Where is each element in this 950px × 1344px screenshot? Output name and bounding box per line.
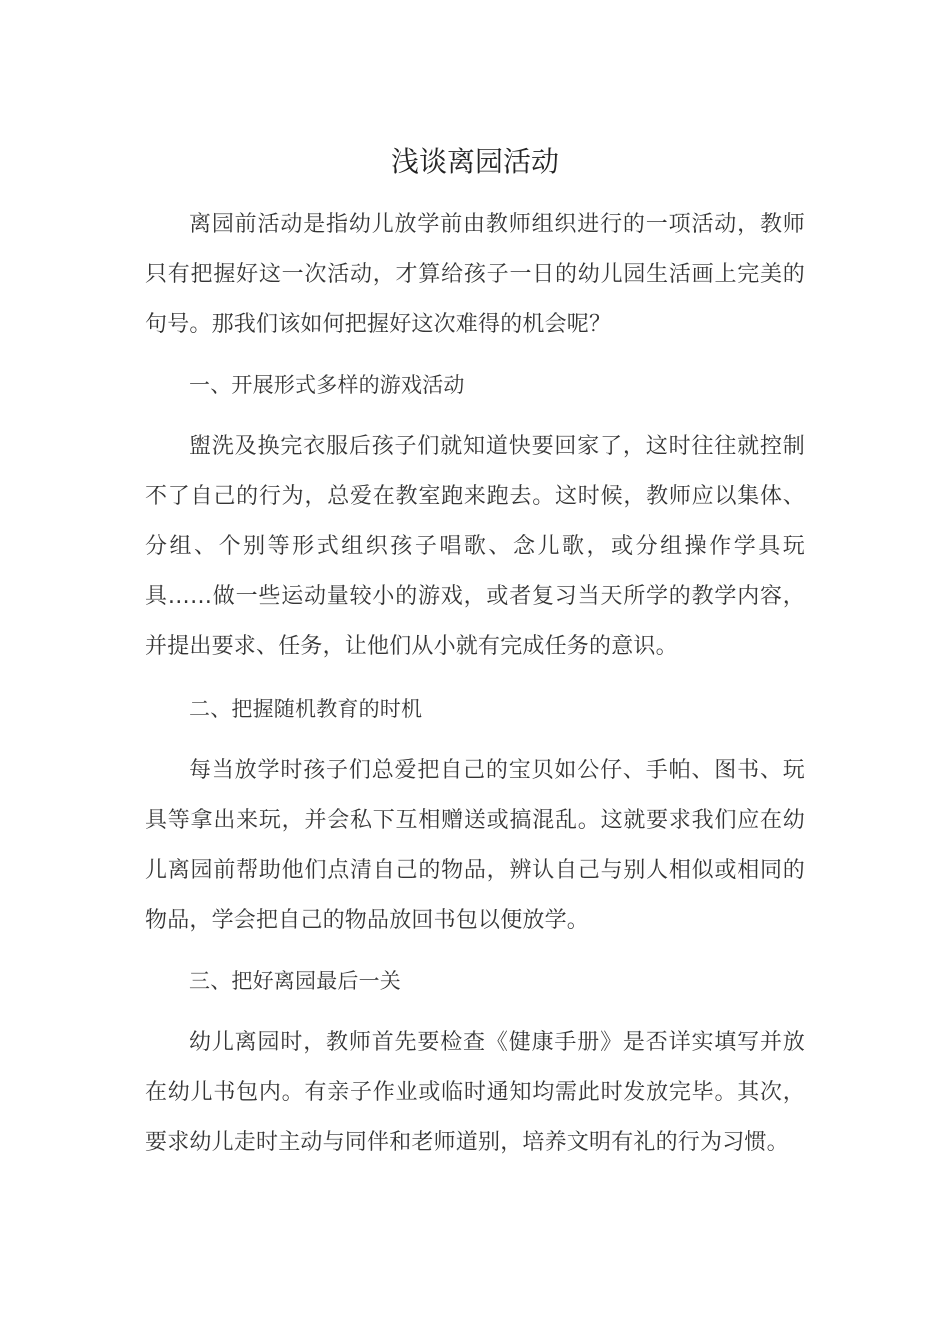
section-2-body-block bbox=[145, 746, 805, 946]
section-paragraph: 幼儿离园时，教师首先要检查《健康手册》是否详实填写并放在幼儿书包内。有亲子作业或临时通知均需此时发放完毕。其次，要求幼儿走时主动与同伴和老师道别，培养文明有礼的行为习惯。 bbox=[145, 1030, 805, 1155]
section-paragraph: 盥洗及换完衣服后孩子们就知道快要回家了，这时往往就控制不了自己的行为，总爱在教室跑来跑去。这时候，教师应以集体、分组、个别等形式组织孩子唱歌、念儿歌，或分组操作学具玩具……做一些运动量较小的游戏，或者复习当天所学的教学内容，并提出要求、任务，让他们从小就有完成任务的意识。 bbox=[145, 434, 805, 659]
section-3-heading-block bbox=[145, 956, 805, 1006]
section-heading: 一、开展形式多样的游戏活动 bbox=[189, 373, 465, 397]
section-2-heading-block bbox=[145, 684, 805, 734]
section-1-heading-block bbox=[145, 360, 805, 410]
section-heading: 三、把好离园最后一关 bbox=[189, 969, 401, 993]
section-paragraph: 每当放学时孩子们总爱把自己的宝贝如公仔、手帕、图书、玩具等拿出来玩，并会私下互相赠送或搞混乱。这就要求我们应在幼儿离园前帮助他们点清自己的物品，辨认自己与别人相似或相同的物品，学会把自己的物品放回书包以便放学。 bbox=[145, 758, 805, 933]
intro-block bbox=[145, 200, 805, 350]
intro-paragraph: 离园前活动是指幼儿放学前由教师组织进行的一项活动，教师只有把握好这一次活动，才算给孩子一日的幼儿园生活画上完美的句号。那我们该如何把握好这次难得的机会呢？ bbox=[145, 212, 805, 337]
document-title: 浅谈离园活动 bbox=[390, 145, 559, 178]
section-1-body-block bbox=[145, 422, 805, 672]
section-heading: 二、把握随机教育的时机 bbox=[189, 697, 423, 721]
section-3-body-block bbox=[145, 1018, 805, 1168]
